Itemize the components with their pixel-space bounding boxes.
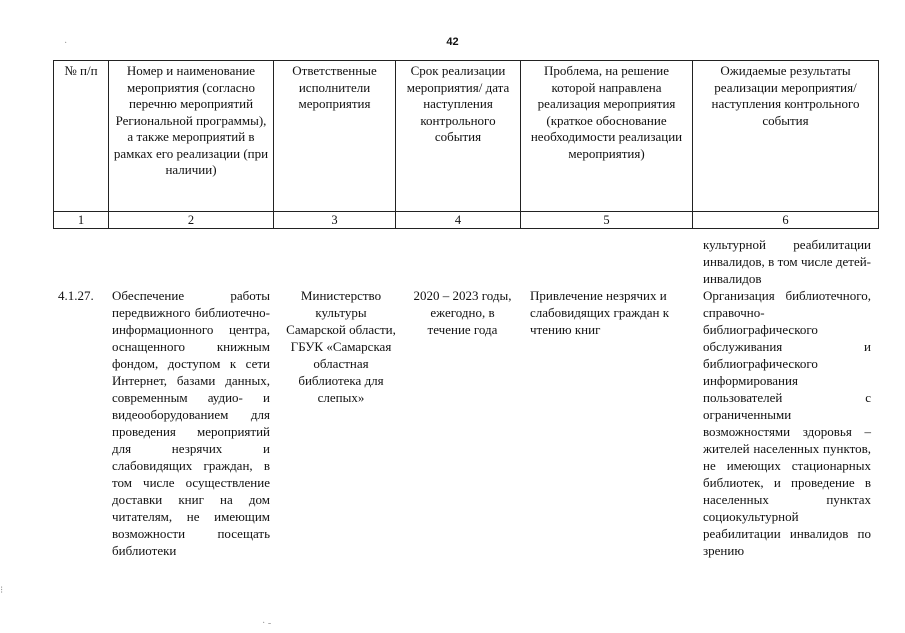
row-problem: Привлечение незрячих и слабовидящих граждан к чтению книг [530, 288, 670, 337]
column-number: 3 [274, 212, 396, 229]
row-description: Обеспечение работы передвижного библиотечно-информационного центра, оснащенного книжным фондом, доступом к сети Интернет, базами данных, современным аудио- и видеооборудованием для проведения мероприятий для незрячих и слабовидящих граждан, в том числе осуществление доставки книг на дом читателям, не имеющим возможности посещать библиотеки [112, 288, 270, 558]
scan-speck: · - [262, 618, 272, 629]
scan-speck: ⁝ [0, 585, 4, 596]
row-term: 2020 – 2023 годы, ежегодно, в течение года [413, 288, 512, 337]
column-number: 2 [109, 212, 274, 229]
table-header [53, 60, 879, 229]
header-cell-term: Срок реализации мероприятия/ дата наступления контрольного события [396, 61, 521, 212]
header-cell-number: № п/п [54, 61, 109, 212]
header-cell-problem: Проблема, на решение которой направлена реализация мероприятия (краткое обоснование необходимости реализации мероприятия) [521, 61, 693, 212]
column-number: 5 [521, 212, 693, 229]
column-number: 6 [693, 212, 879, 229]
row-result: Организация библиотечного, справочно-библиографического обслуживания и библиографического информирования пользователей с ограниченными возможностями здоровья – жителей населенных пунктов, не имеющих стационарных библиотек, и проведение в населенных пунктах социокультурной реабилитации инвалидов по зрению [703, 288, 871, 558]
column-number: 4 [396, 212, 521, 229]
carryover-text: культурной реабилитации инвалидов, в том числе детей-инвалидов [703, 237, 871, 286]
row-responsible: Министерство культуры Самарской области, ГБУК «Самарская областная библиотека для слепых» [286, 288, 396, 405]
column-number: 1 [54, 212, 109, 229]
header-row [54, 61, 879, 212]
header-cell-results: Ожидаемые результаты реализации мероприятия/ наступления контрольного события [693, 61, 879, 212]
header-cell-responsible: Ответственные исполнители мероприятия [274, 61, 396, 212]
header-cell-activity: Номер и наименование мероприятия (согласно перечню мероприятий Региональной программы), а также мероприятий в рамках его реализации (при наличии) [109, 61, 274, 212]
page-number: 42 [446, 36, 459, 48]
row-number: 4.1.27. [58, 288, 94, 303]
column-numbers-row [54, 212, 879, 229]
scan-speck: · [64, 38, 68, 49]
